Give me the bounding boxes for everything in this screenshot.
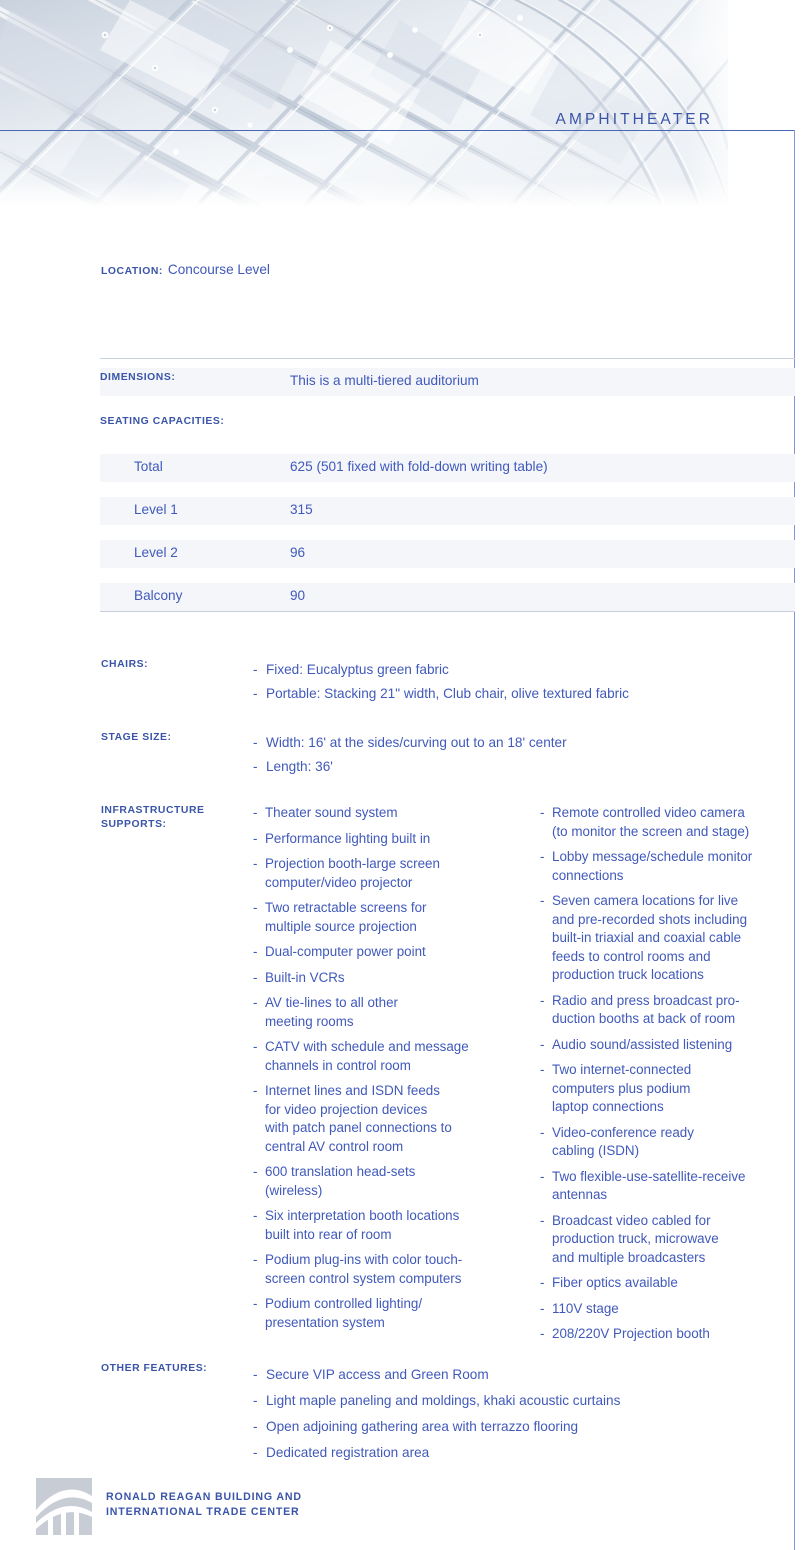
list-item bbox=[540, 1325, 801, 1344]
list-item-text: Secure VIP access and Green Room bbox=[266, 1367, 489, 1382]
list-item bbox=[253, 830, 543, 849]
dash-bullet: - bbox=[253, 1419, 258, 1434]
footer-organization-name bbox=[106, 1490, 302, 1520]
list-item-text: Fiber optics available bbox=[552, 1275, 678, 1290]
dash-bullet: - bbox=[540, 1124, 545, 1140]
list-item bbox=[253, 1207, 543, 1244]
list-item bbox=[253, 1440, 620, 1466]
dash-bullet: - bbox=[253, 735, 258, 750]
dash-bullet: - bbox=[253, 1393, 258, 1408]
dash-bullet: - bbox=[253, 1445, 258, 1460]
list-item bbox=[540, 804, 801, 841]
list-item bbox=[253, 969, 543, 988]
list-item bbox=[540, 1212, 801, 1268]
list-item-text: Projection booth-large screen computer/video projector bbox=[265, 856, 440, 890]
list-item-text: Two internet-connected computers plus podium laptop connections bbox=[552, 1062, 692, 1114]
list-item-text: Lobby message/schedule monitor connections bbox=[552, 849, 753, 883]
table-row bbox=[100, 457, 795, 476]
list-item bbox=[253, 804, 543, 823]
location-row bbox=[101, 260, 270, 279]
list-item-text: Podium controlled lighting/ presentation system bbox=[265, 1296, 423, 1330]
list-item bbox=[540, 1274, 801, 1293]
list-item bbox=[253, 1163, 543, 1200]
infrastructure-right-column bbox=[540, 804, 801, 1351]
capacity-name-level-1: Level 1 bbox=[134, 502, 178, 517]
dash-bullet: - bbox=[540, 805, 545, 820]
list-item-text: Dedicated registration area bbox=[266, 1445, 430, 1460]
list-item-text: 110V stage bbox=[552, 1300, 619, 1316]
ronald-reagan-building-logo-icon bbox=[34, 1476, 94, 1538]
list-item-text: Six interpretation booth locations built into rear of room bbox=[265, 1208, 460, 1242]
table-row bbox=[100, 543, 795, 562]
dash-bullet: - bbox=[253, 1296, 258, 1311]
other-features-list bbox=[253, 1362, 620, 1466]
list-item-text: Theater sound system bbox=[265, 805, 398, 820]
chairs-label: CHAIRS: bbox=[101, 659, 149, 670]
dash-bullet: - bbox=[540, 1326, 545, 1341]
list-item bbox=[253, 1082, 543, 1156]
dash-bullet: - bbox=[253, 662, 258, 677]
list-item bbox=[253, 943, 543, 962]
dash-bullet: - bbox=[253, 1208, 258, 1223]
list-item bbox=[540, 1124, 801, 1161]
table-bottom-rule bbox=[100, 611, 795, 612]
list-item bbox=[540, 1300, 801, 1319]
dash-bullet: - bbox=[253, 686, 258, 701]
dash-bullet: - bbox=[253, 856, 258, 871]
dash-bullet: - bbox=[253, 1164, 258, 1179]
infrastructure-supports-label-line2: SUPPORTS: bbox=[101, 819, 167, 830]
footer-line-1: RONALD REAGAN BUILDING AND bbox=[106, 1491, 302, 1503]
list-item bbox=[253, 899, 543, 936]
dash-bullet: - bbox=[540, 1062, 545, 1077]
dash-bullet: - bbox=[540, 1168, 545, 1184]
footer-line-2: INTERNATIONAL TRADE CENTER bbox=[106, 1506, 300, 1518]
list-item bbox=[253, 1251, 543, 1288]
dash-bullet: - bbox=[253, 1367, 258, 1382]
list-item bbox=[540, 1168, 801, 1205]
list-item-text: Podium plug-ins with color touch- screen control system computers bbox=[265, 1252, 463, 1286]
capacity-value-total: 625 (501 fixed with fold-down writing table) bbox=[290, 459, 548, 474]
list-item-text: AV tie-lines to all other meeting rooms bbox=[265, 995, 398, 1029]
capacity-value-level-1: 315 bbox=[290, 502, 313, 517]
list-item bbox=[253, 658, 629, 682]
list-item-text: CATV with schedule and message channels in control room bbox=[265, 1039, 469, 1073]
dash-bullet: - bbox=[253, 944, 258, 959]
list-item bbox=[253, 1388, 620, 1414]
header-divider-rule bbox=[0, 130, 795, 131]
list-item bbox=[253, 855, 543, 892]
dash-bullet: - bbox=[253, 1039, 258, 1054]
dash-bullet: - bbox=[540, 893, 545, 908]
dash-bullet: - bbox=[253, 830, 258, 846]
list-item-text: Internet lines and ISDN feeds for video projection devices with patch panel connections to central AV control room bbox=[265, 1083, 452, 1154]
list-item-text: Length: 36' bbox=[266, 759, 333, 774]
dash-bullet: - bbox=[253, 969, 258, 985]
list-item-text: Open adjoining gathering area with terrazzo flooring bbox=[266, 1419, 579, 1434]
list-item bbox=[253, 1295, 543, 1332]
list-item-text: Remote controlled video camera (to monitor the screen and stage) bbox=[552, 805, 750, 839]
dash-bullet: - bbox=[253, 1252, 258, 1267]
dash-bullet: - bbox=[253, 805, 258, 820]
list-item bbox=[253, 1362, 620, 1388]
dash-bullet: - bbox=[540, 1275, 545, 1290]
location-label: LOCATION: bbox=[101, 266, 163, 277]
capacity-value-level-2: 96 bbox=[290, 545, 306, 560]
capacity-value-balcony: 90 bbox=[290, 588, 306, 603]
table-top-rule bbox=[100, 358, 795, 359]
table-row-seating-capacities-header bbox=[100, 415, 795, 433]
header-photo bbox=[0, 0, 728, 207]
list-item-text: Portable: Stacking 21" width, Club chair, olive textured fabric bbox=[266, 686, 629, 701]
list-item-text: Radio and press broadcast pro- duction booths at back of room bbox=[552, 992, 740, 1026]
dash-bullet: - bbox=[253, 759, 258, 774]
dash-bullet: - bbox=[253, 1083, 258, 1098]
list-item bbox=[540, 1061, 801, 1117]
dash-bullet: - bbox=[540, 1036, 545, 1052]
other-features-label: OTHER FEATURES: bbox=[101, 1363, 208, 1374]
table-row-dimensions bbox=[100, 371, 795, 390]
dash-bullet: - bbox=[540, 1212, 545, 1228]
list-item-text: Light maple paneling and moldings, khaki acoustic curtains bbox=[266, 1393, 621, 1408]
chairs-list bbox=[253, 658, 629, 706]
capacity-name-total: Total bbox=[134, 459, 163, 474]
dimensions-label: DIMENSIONS: bbox=[100, 372, 176, 383]
list-item-text: Audio sound/assisted listening bbox=[552, 1036, 733, 1052]
list-item-text: Width: 16' at the sides/curving out to an 18' center bbox=[266, 735, 567, 750]
capacity-name-balcony: Balcony bbox=[134, 588, 183, 603]
list-item-text: Two flexible-use-satellite-receive antennas bbox=[552, 1168, 746, 1202]
infrastructure-supports-label-line1: INFRASTRUCTURE bbox=[101, 805, 205, 816]
list-item bbox=[540, 992, 801, 1029]
list-item bbox=[253, 682, 629, 706]
seating-capacities-label: SEATING CAPACITIES: bbox=[100, 416, 225, 427]
list-item-text: Performance lighting built in bbox=[265, 830, 431, 846]
list-item bbox=[540, 1036, 801, 1055]
footer bbox=[34, 1476, 434, 1542]
infrastructure-left-column bbox=[253, 804, 543, 1339]
stage-size-label: STAGE SIZE: bbox=[101, 732, 172, 743]
list-item-text: 600 translation head-sets (wireless) bbox=[265, 1164, 416, 1198]
dash-bullet: - bbox=[253, 900, 258, 915]
stage-size-list bbox=[253, 731, 567, 779]
list-item-text: Video-conference ready cabling (ISDN) bbox=[552, 1124, 694, 1158]
dash-bullet: - bbox=[540, 992, 545, 1008]
list-item bbox=[253, 731, 567, 755]
table-row bbox=[100, 500, 795, 519]
list-item-text: Dual-computer power point bbox=[265, 944, 426, 959]
list-item bbox=[253, 1414, 620, 1440]
dash-bullet: - bbox=[540, 1300, 545, 1316]
list-item-text: Fixed: Eucalyptus green fabric bbox=[266, 662, 449, 677]
list-item-text: Built-in VCRs bbox=[265, 969, 345, 985]
list-item bbox=[253, 755, 567, 779]
dash-bullet: - bbox=[540, 849, 545, 864]
list-item-text: Two retractable screens for multiple source projection bbox=[265, 900, 427, 934]
list-item-text: 208/220V Projection booth bbox=[552, 1326, 710, 1341]
dimensions-value: This is a multi-tiered auditorium bbox=[290, 373, 479, 388]
list-item-text: Seven camera locations for live and pre-recorded shots including built-in triaxial and coaxial cable feeds to control rooms and production truck locations bbox=[552, 893, 748, 982]
list-item bbox=[253, 1038, 543, 1075]
list-item-text: Broadcast video cabled for production truck, microwave and multiple broadcasters bbox=[552, 1212, 719, 1265]
list-item bbox=[540, 892, 801, 985]
infrastructure-supports-label bbox=[101, 804, 251, 832]
table-row bbox=[100, 586, 795, 605]
page-title: AMPHITHEATER bbox=[555, 111, 713, 128]
list-item bbox=[540, 848, 801, 885]
dash-bullet: - bbox=[253, 995, 258, 1010]
location-value: Concourse Level bbox=[167, 262, 270, 277]
capacity-name-level-2: Level 2 bbox=[134, 545, 178, 560]
list-item bbox=[253, 994, 543, 1031]
